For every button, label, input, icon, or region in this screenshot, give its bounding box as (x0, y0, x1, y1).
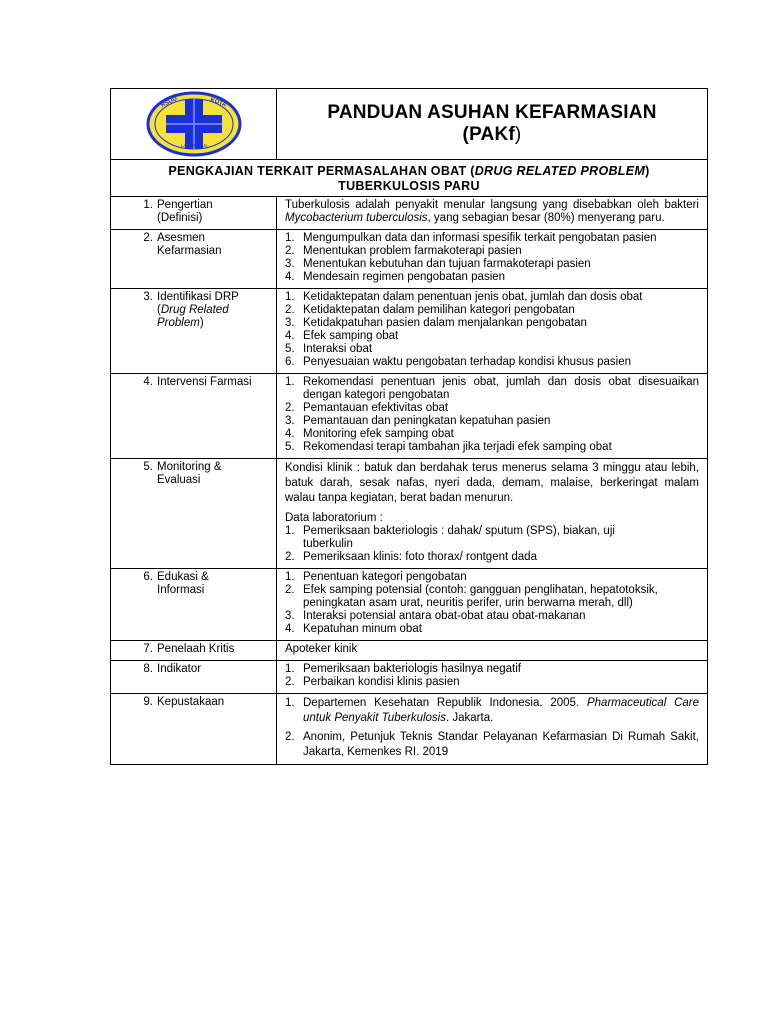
label-line-drp: (Drug Related Problem) (157, 304, 229, 329)
label-line: Indikator (157, 663, 202, 675)
row-number: 8. (143, 663, 153, 675)
row-pengertian (111, 197, 708, 230)
title-paren-close: ) (514, 124, 522, 145)
label-line: Penelaah Kritis (157, 643, 235, 655)
label-asesmen (111, 230, 277, 289)
content-edukasi (277, 569, 708, 641)
definition-text (285, 199, 699, 225)
lab-list (285, 525, 699, 564)
list-item: 6. Penyesuaian waktu pengobatan terhadap kondisi khusus pasien (285, 356, 631, 368)
title-abbrev: (PAKf (462, 124, 515, 145)
section-heading (111, 160, 708, 197)
label-indikator (111, 661, 277, 694)
list-item: 2. Pemeriksaan klinis: foto thorax/ rontgent dada (285, 551, 537, 563)
list-item: 2. Pemantauan efektivitas obat (285, 402, 449, 414)
list-item: 5. Rekomendasi terapi tambahan jika terjadi efek samping obat (285, 441, 612, 453)
title-line-1: PANDUAN ASUHAN KEFARMASIAN (327, 102, 657, 123)
label-line: Identifikasi DRP (157, 291, 239, 303)
asesmen-list (285, 232, 699, 284)
row-number: 1. (143, 199, 153, 211)
row-kepustakaan (111, 694, 708, 765)
list-item: 5. Interaksi obat (285, 343, 373, 355)
list-item: 4. Monitoring efek samping obat (285, 428, 454, 440)
list-item: 3. Ketidakpatuhan pasien dalam menjalankan pengobatan (285, 317, 587, 329)
title-cell (277, 89, 708, 160)
label-line: Kepustakaan (157, 696, 225, 708)
lab-data-title: Data laboratorium : (285, 512, 383, 524)
label-identifikasi (111, 289, 277, 374)
list-item: 1. Penentuan kategori pengobatan (285, 571, 467, 583)
content-intervensi (277, 374, 708, 459)
reviewer-text: Apoteker kinik (285, 643, 358, 655)
row-intervensi (111, 374, 708, 459)
label-line: Asesmen (157, 232, 205, 244)
logo-cell (111, 89, 277, 160)
row-identifikasi (111, 289, 708, 374)
row-penelaah (111, 641, 708, 661)
clinical-condition-text: Kondisi klinik : batuk dan berdahak terus menerus selama 3 minggu atau lebih, batuk darah, sesak nafas, nyeri dada, demam, malaise, berkeringat malam walau tanpa kegiatan, berat badan menurun. (285, 462, 699, 504)
list-item: 4. Mendesain regimen pengobatan pasien (285, 271, 506, 283)
document-table (110, 88, 708, 765)
list-item: 3. Pemantauan dan peningkatan kepatuhan pasien (285, 415, 551, 427)
logo-arc-left: RSUD (159, 96, 178, 109)
logo-arc-right: KOTA (208, 97, 227, 109)
definition-part: , yang sebagian besar (80%) menyerang paru. (427, 212, 665, 224)
list-item: 2. Perbaikan kondisi klinis pasien (285, 676, 460, 688)
list-item: 4. Efek samping obat (285, 330, 399, 342)
row-number: 3. (143, 291, 153, 303)
row-number: 7. (143, 643, 153, 655)
hospital-logo (146, 91, 242, 157)
list-item: 1. Rekomendasi penentuan jenis obat, jumlah dan dosis obat disesuaikan dengan kategori pengobatan (285, 376, 699, 401)
list-item: 2. Menentukan problem farmakoterapi pasien (285, 245, 522, 257)
label-line: Monitoring & (157, 461, 222, 473)
edukasi-list (285, 571, 699, 636)
row-edukasi (111, 569, 708, 641)
list-item: 3. Interaksi potensial antara obat-obat atau obat-makanan (285, 610, 586, 622)
heading-text-b: ) (645, 164, 650, 178)
heading-line-2: TUBERKULOSIS PARU (338, 179, 480, 193)
label-line: Evaluasi (157, 474, 201, 486)
list-item: 4. Kepatuhan minum obat (285, 623, 422, 635)
content-penelaah (277, 641, 708, 661)
content-monitoring (277, 459, 708, 569)
document-title (277, 102, 707, 146)
logo-bottom-text: LAMONGAN (180, 143, 207, 148)
identifikasi-list (285, 291, 699, 369)
label-line: Kefarmasian (157, 245, 222, 257)
content-indikator (277, 661, 708, 694)
list-item: 3. Menentukan kebutuhan dan tujuan farmakoterapi pasien (285, 258, 591, 270)
label-line: Informasi (157, 584, 205, 596)
label-kepustakaan (111, 694, 277, 765)
label-line: Pengertian (157, 199, 213, 211)
heading-row (111, 160, 708, 197)
definition-bacteria: Mycobacterium tuberculosis (285, 212, 428, 224)
label-edukasi (111, 569, 277, 641)
list-item: 1. Pemeriksaan bakteriologis hasilnya negatif (285, 663, 521, 675)
intervensi-list (285, 376, 699, 454)
row-indikator (111, 661, 708, 694)
reference-item: 1. Departemen Kesehatan Republik Indonesia. 2005. Pharmaceutical Care untuk Penyakit Tuberkulosis. Jakarta. (285, 697, 699, 724)
heading-text-italic: DRUG RELATED PROBLEM (474, 164, 646, 178)
list-item: 1. Pemeriksaan bakteriologis : dahak/ sputum (SPS), biakan, uji tuberkulin (285, 525, 615, 550)
list-item: 1. Ketidaktepatan dalam penentuan jenis obat, jumlah dan dosis obat (285, 291, 643, 303)
row-number: 5. (143, 461, 153, 473)
row-asesmen (111, 230, 708, 289)
row-monitoring (111, 459, 708, 569)
definition-part: Tuberkulosis adalah penyakit menular langsung yang disebabkan oleh bakteri (285, 199, 699, 211)
label-monitoring (111, 459, 277, 569)
list-item: 2. Ketidaktepatan dalam pemilihan kategori pengobatan (285, 304, 575, 316)
row-number: 2. (143, 232, 153, 244)
content-pengertian (277, 197, 708, 230)
label-intervensi (111, 374, 277, 459)
indikator-list (285, 663, 699, 689)
list-item: 2. Efek samping potensial (contoh: gangguan penglihatan, hepatotoksik, peningkatan asam urat, neuritis perifer, urin berwarna merah, dll) (285, 584, 658, 609)
list-item: 1. Mengumpulkan data dan informasi spesifik terkait pengobatan pasien (285, 232, 657, 244)
heading-line-1 (111, 164, 707, 179)
label-line: (Definisi) (157, 212, 203, 224)
reference-list (285, 696, 699, 760)
heading-text-a: PENGKAJIAN TERKAIT PERMASALAHAN OBAT ( (168, 164, 475, 178)
row-number: 4. (143, 376, 153, 388)
label-pengertian (111, 197, 277, 230)
content-kepustakaan (277, 694, 708, 765)
reference-item: 2. Anonim, Petunjuk Teknis Standar Pelayanan Kefarmasian Di Rumah Sakit, Jakarta, Kemenkes RI. 2019 (285, 731, 699, 758)
content-identifikasi (277, 289, 708, 374)
header-row (111, 89, 708, 160)
row-number: 6. (143, 571, 153, 583)
label-penelaah (111, 641, 277, 661)
content-asesmen (277, 230, 708, 289)
label-line: Edukasi & (157, 571, 209, 583)
row-number: 9. (143, 696, 153, 708)
title-line-2 (277, 124, 707, 146)
label-line: Intervensi Farmasi (157, 376, 252, 388)
